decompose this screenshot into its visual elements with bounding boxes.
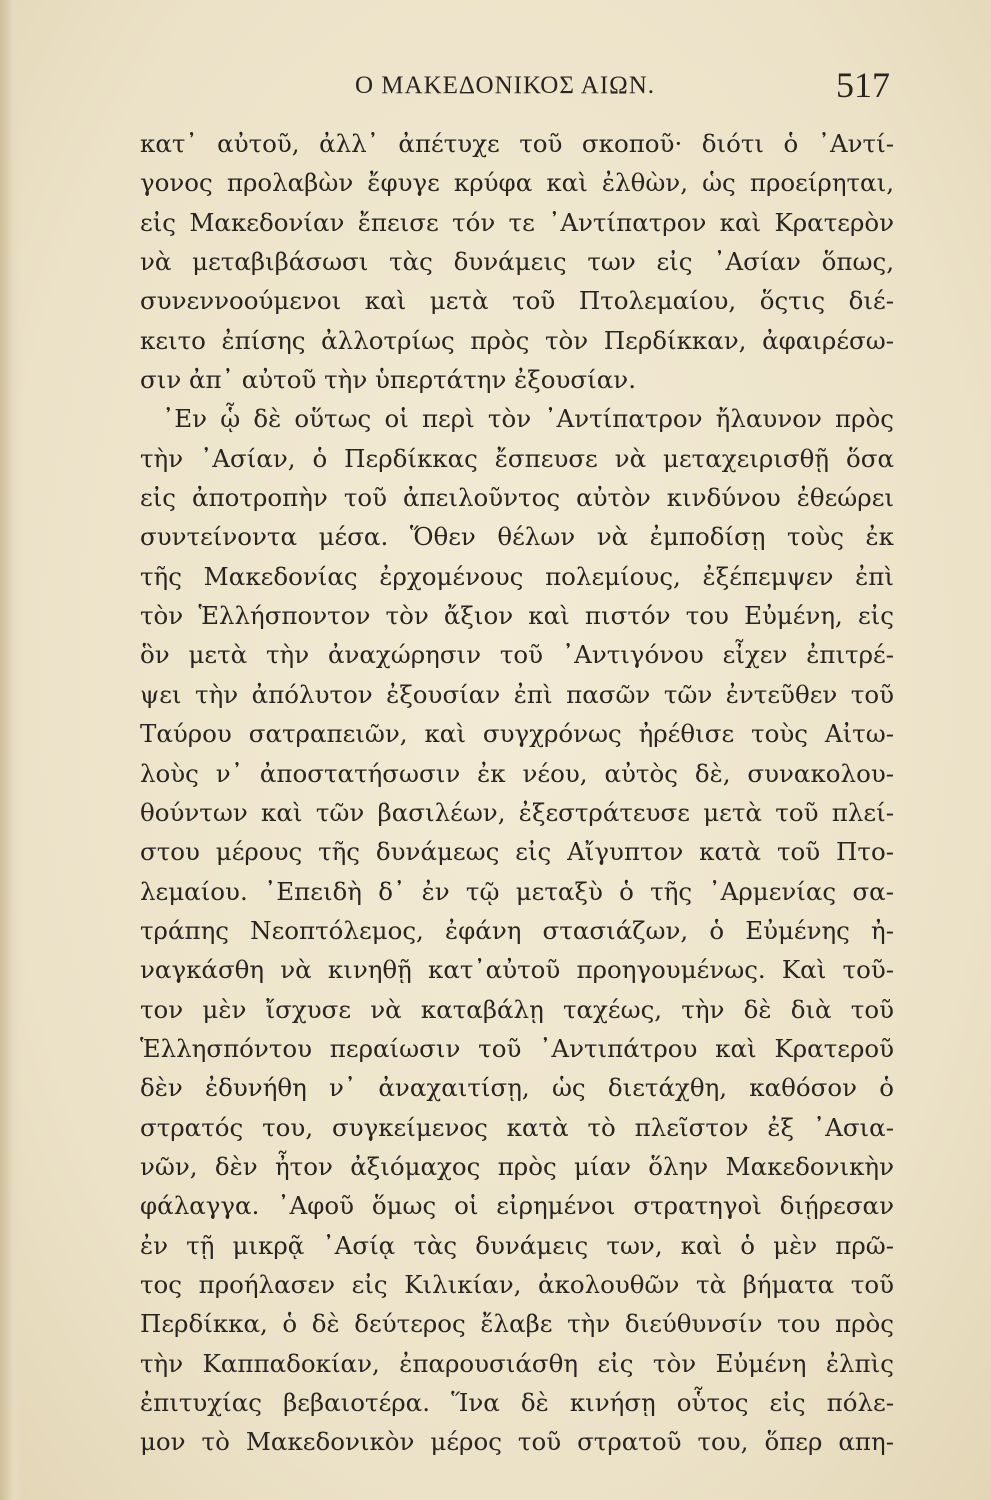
text-line: τὸν Ἑλλήσποντον τὸν ἄξιον καὶ πιστόν του Εὐμένη, εἰς — [140, 601, 894, 631]
text-line: ἐν τῇ μικρᾷ ᾿Ασίᾳ τὰς δυνάμεις των, καὶ ὁ μὲν πρῶ- — [140, 1230, 894, 1260]
text-line: τὴν Καππαδοκίαν, ἐπαρουσιάσθη εἰς τὸν Εὐμένη ἐλπὶς — [140, 1348, 894, 1378]
text-line: σιν ἀπ᾽ αὐτοῦ τὴν ὑπερτάτην ἐξουσίαν. — [140, 365, 636, 395]
text-line: ὃν μετὰ τὴν ἀναχώρησιν τοῦ ᾿Αντιγόνου εἶχεν ἐπιτρέ- — [140, 640, 894, 670]
text-line: φάλαγγα. ᾿Αφοῦ ὅμως οἱ εἰρημένοι στρατηγοὶ διῄρεσαν — [140, 1191, 894, 1221]
text-line: νὰ μεταβιβάσωσι τὰς δυνάμεις των εἰς ᾿Ασίαν ὅπως, — [140, 247, 894, 277]
text-line: συντείνοντα μέσα. Ὅθεν θέλων νὰ ἐμποδίσῃ τοὺς ἐκ — [140, 522, 894, 552]
text-line: λοὺς ν᾽ ἀποστατήσωσιν ἐκ νέου, αὐτὸς δὲ, συνακολου- — [140, 758, 894, 788]
text-line: τράπης Νεοπτόλεμος, ἐφάνη στασιάζων, ὁ Εὐμένης ἠ- — [140, 915, 894, 945]
text-line: νῶν, δὲν ἦτον ἀξιόμαχος πρὸς μίαν ὅλην Μακεδονικὴν — [140, 1151, 894, 1181]
text-line: θούντων καὶ τῶν βασιλέων, ἐξεστράτευσε μετὰ τοῦ πλεί- — [140, 797, 894, 827]
page-number: 517 — [836, 65, 890, 105]
text-line: τος προήλασεν εἰς Κιλικίαν, ἀκολουθῶν τὰ βήματα τοῦ — [140, 1269, 894, 1299]
text-line: τῆς Μακεδονίας ἐρχομένους πολεμίους, ἐξέπεμψεν ἐπὶ — [140, 561, 894, 591]
paragraph-start-line: ᾿Εν ᾧ δὲ οὕτως οἱ περὶ τὸν ᾿Αντίπατρον ἤλαυνον πρὸς — [162, 404, 894, 434]
text-line: συνεννοούμενοι καὶ μετὰ τοῦ Πτολεμαίου, ὅςτις διέ- — [140, 286, 894, 316]
text-line: κειτο ἐπίσης ἀλλοτρίως πρὸς τὸν Περδίκκαν, ἀφαιρέσω- — [140, 325, 894, 355]
text-line: μον τὸ Μακεδονικὸν μέρος τοῦ στρατοῦ του, ὅπερ απη- — [140, 1427, 894, 1457]
page-binding-edge — [0, 0, 22, 1500]
body-text — [140, 124, 894, 1462]
text-line: ἐπιτυχίας βεβαιοτέρα. Ἵνα δὲ κινήσῃ οὗτος εἰς πόλε- — [140, 1388, 894, 1417]
text-line: στου μέρους τῆς δυνάμεως εἰς Αἴγυπτον κατὰ τοῦ Πτο- — [140, 837, 894, 867]
text-line: δὲν ἐδυνήθη ν᾽ ἀναχαιτίσῃ, ὡς διετάχθη, καθόσον ὁ — [140, 1073, 894, 1103]
text-line: Περδίκκα, ὁ δὲ δεύτερος ἔλαβε τὴν διεύθυνσίν του πρὸς — [140, 1309, 894, 1339]
text-line: γονος προλαβὼν ἔφυγε κρύφα καὶ ἐλθὼν, ὡς προείρηται, — [140, 168, 894, 198]
text-line: τὴν ᾿Ασίαν, ὁ Περδίκκας ἔσπευσε νὰ μεταχειρισθῇ ὅσα — [140, 443, 894, 473]
text-line: λεμαίου. ᾿Επειδὴ δ᾽ ἐν τῷ μεταξὺ ὁ τῆς ᾿Αρμενίας σα- — [140, 876, 894, 906]
text-line: ναγκάσθη νὰ κινηθῇ κατ᾽αὐτοῦ προηγουμένως. Καὶ τοῦ- — [140, 955, 894, 985]
text-line: Ταύρου σατραπειῶν, καὶ συγχρόνως ἠρέθισε τοὺς Αἰτω- — [140, 719, 894, 749]
text-line: εἰς ἀποτροπὴν τοῦ ἀπειλοῦντος αὐτὸν κινδύνου ἐθεώρει — [140, 483, 894, 513]
text-line: ψει τὴν ἀπόλυτον ἐξουσίαν ἐπὶ πασῶν τῶν ἐντεῦθεν τοῦ — [140, 679, 894, 709]
text-line: στρατός του, συγκείμενος κατὰ τὸ πλεῖστον ἐξ ᾿Ασια- — [140, 1112, 894, 1142]
page-header — [138, 52, 898, 112]
text-line: εἰς Μακεδονίαν ἔπεισε τόν τε ᾿Αντίπατρον καὶ Κρατερὸν — [140, 207, 894, 237]
text-line: Ἑλλησπόντου περαίωσιν τοῦ ᾿Αντιπάτρου καὶ Κρατεροῦ — [140, 1033, 894, 1063]
text-line: κατ᾽ αὐτοῦ, ἀλλ᾽ ἀπέτυχε τοῦ σκοποῦ· διότι ὁ ᾿Αντί- — [140, 129, 894, 158]
running-title: Ο ΜΑΚΕΔΟΝΙΚΟΣ ΑΙΩΝ. — [355, 72, 656, 99]
text-line: τον μὲν ἴσχυσε νὰ καταβάλῃ ταχέως, τὴν δὲ διὰ τοῦ — [140, 994, 894, 1024]
